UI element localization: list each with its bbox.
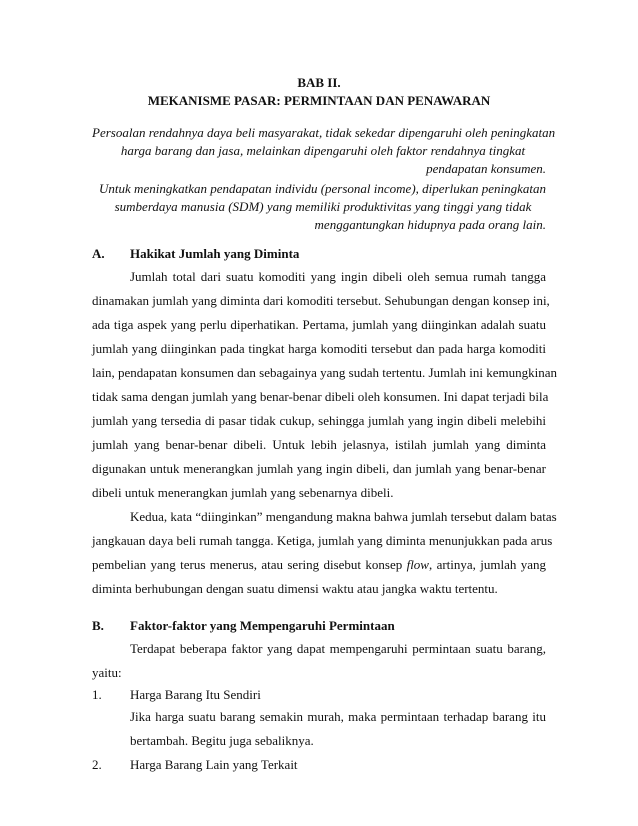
abstract-line: pendapatan konsumen. (426, 161, 546, 176)
abstract-line: harga barang dan jasa, melainkan dipengaruhi oleh faktor rendahnya tingkat (120, 143, 526, 158)
body-line: tidak sama dengan jumlah yang benar-benar dibeli oleh konsumen. Ini dapat terjadi bila (92, 389, 549, 404)
body-text: , artinya, jumlah yang (428, 557, 547, 572)
body-line: Kedua, kata “diinginkan” mengandung makna bahwa jumlah tersebut dalam batas (130, 509, 557, 524)
body-line: yaitu: (92, 665, 122, 680)
body-line: jumlah yang tersedia di pasar tidak cukup, sehingga jumlah yang ingin dibeli melebihi (92, 413, 546, 428)
italic-term: flow (406, 557, 429, 572)
body-line: dibeli untuk menerangkan jumlah yang sebenarnya dibeli. (92, 485, 394, 500)
abstract-line: menggantungkan hidupnya pada orang lain. (314, 217, 546, 232)
abstract-paragraph-2 (92, 180, 546, 234)
body-line: dinamakan jumlah yang diminta dari komoditi tersebut. Sehubungan dengan konsep ini, (92, 293, 550, 308)
body-text: pembelian yang terus menerus, atau sering disebut konsep (92, 557, 407, 572)
body-line: lain, pendapatan konsumen dan sebagainya yang sudah tertentu. Jumlah ini kemungkinan (92, 365, 557, 380)
list-item-text: bertambah. Begitu juga sebaliknya. (130, 733, 314, 748)
body-line: digunakan untuk menerangkan jumlah yang ingin dibeli, dan jumlah yang benar-benar (92, 461, 546, 476)
body-line: diminta berhubungan dengan suatu dimensi waktu atau jangka waktu tertentu. (92, 581, 498, 596)
section-b-title: Faktor-faktor yang Mempengaruhi Permintaan (130, 618, 395, 633)
list-item-number: 1. (92, 687, 102, 702)
body-line: Terdapat beberapa faktor yang dapat mempengaruhi permintaan suatu barang, (130, 641, 546, 656)
abstract-line: Untuk meningkatkan pendapatan individu (personal income), diperlukan peningkatan (99, 181, 546, 196)
list-item-title: Harga Barang Itu Sendiri (130, 687, 261, 702)
section-a-label: A. (92, 246, 105, 261)
chapter-title: MEKANISME PASAR: PERMINTAAN DAN PENAWARAN (147, 93, 491, 108)
body-line: jumlah yang diinginkan pada tingkat harga komoditi tersebut dan pada harga komoditi (92, 341, 546, 356)
section-b-label: B. (92, 618, 104, 633)
chapter-label: BAB II. (297, 75, 341, 90)
abstract-line: Persoalan rendahnya daya beli masyarakat, tidak sekedar dipengaruhi oleh peningkatan (92, 125, 556, 140)
abstract-line: sumberdaya manusia (SDM) yang memiliki produktivitas yang tinggi yang tidak (114, 199, 532, 214)
body-line: ada tiga aspek yang perlu diperhatikan. Pertama, jumlah yang diinginkan adalah suatu (92, 317, 546, 332)
abstract-paragraph-1 (92, 124, 556, 178)
list-item-text: Jika harga suatu barang semakin murah, maka permintaan terhadap barang itu (130, 709, 546, 724)
body-line: jangkauan daya beli rumah tangga. Ketiga, jumlah yang diminta menunjukkan pada arus (92, 533, 553, 548)
list-item-number: 2. (92, 757, 102, 772)
body-line: jumlah yang benar-benar dibeli. Untuk lebih jelasnya, istilah jumlah yang diminta (92, 437, 546, 452)
list-item-title: Harga Barang Lain yang Terkait (130, 757, 298, 772)
body-line-with-italic (92, 556, 546, 574)
section-a-title: Hakikat Jumlah yang Diminta (130, 246, 300, 261)
body-line: Jumlah total dari suatu komoditi yang ingin dibeli oleh semua rumah tangga (130, 269, 546, 284)
